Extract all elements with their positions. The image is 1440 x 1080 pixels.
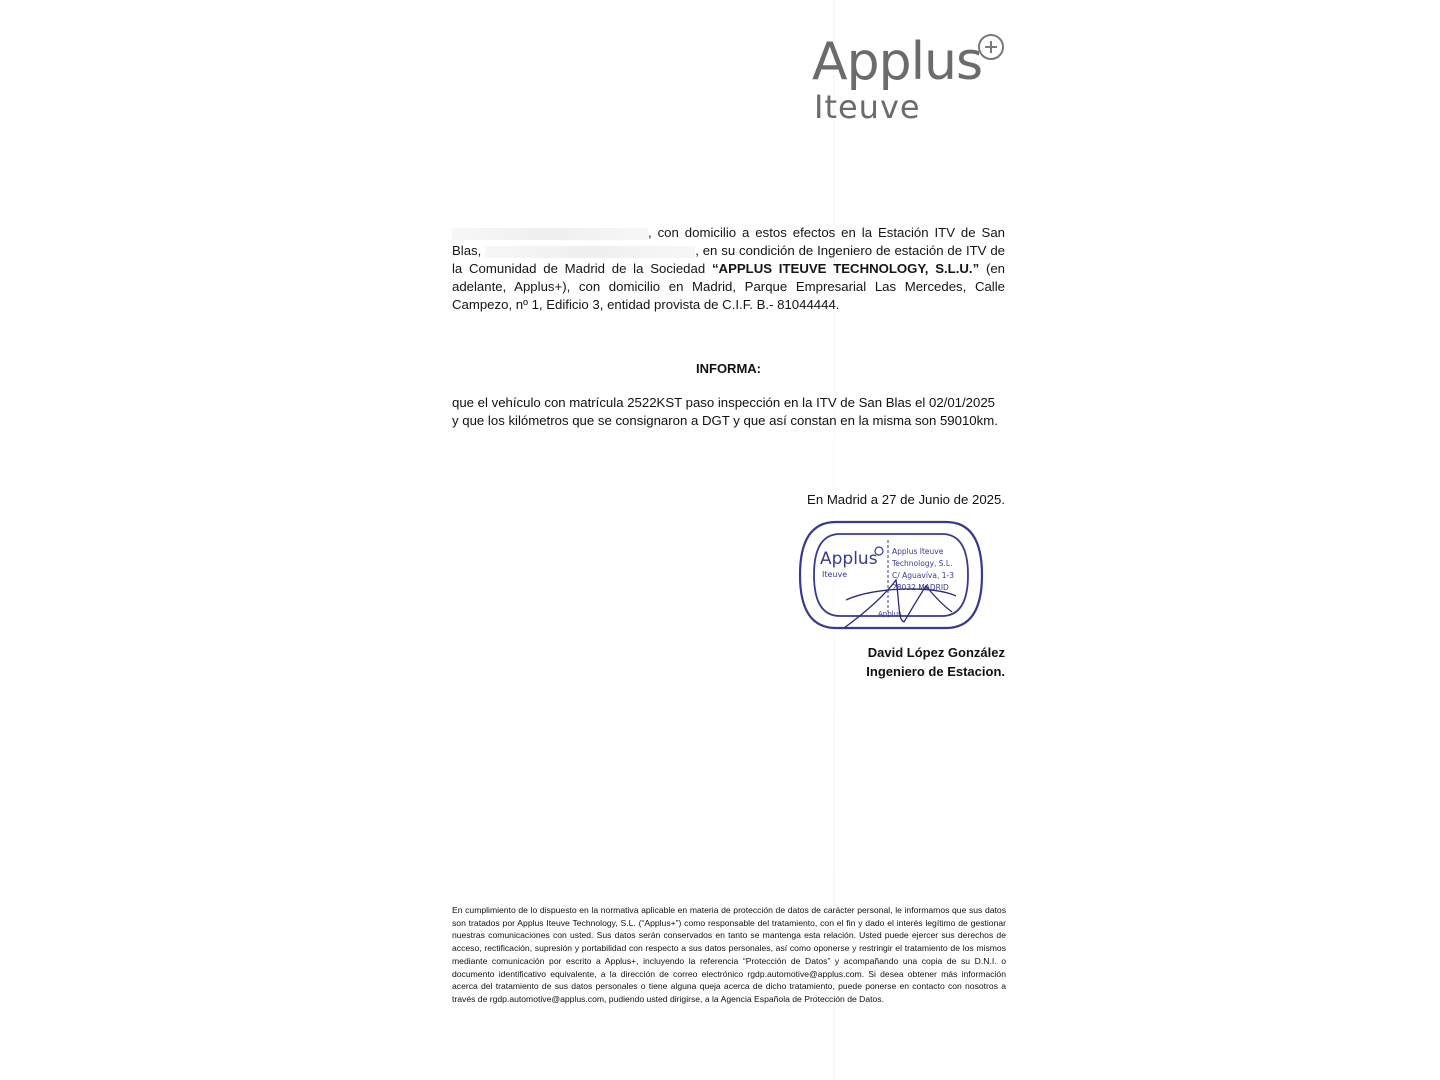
data-protection-notice: En cumplimiento de lo dispuesto en la normativa aplicable en materia de protección de datos de carácter personal, le informamos que sus datos son tratados por Applus Iteuve Technology, S.L. (“Applus+”) como responsable del tratamiento, con el fin y dado el interés legítimo de gestionar nuestras comunicaciones con usted. Sus datos serán conservados en tanto se mantenga esta relación. Usted puede ejercer sus derechos de acceso, rectificación, supresión y portabilidad con respecto a sus datos personales, así como oponerse y restringir el tratamiento de los mismos mediante comunicación por escrito a Applus+, incluyendo la referencia “Protección de Datos” y acompañando una copia de su D.N.I. o documento identificativo equivalente, a la dirección de correo electrónico rgdp.automotive@applus.com. Si desea obtener más información acerca del tratamiento de sus datos personales o tiene alguna queja acerca de dicho tratamiento, puede ponerse en contacto con nosotros a través de rgdp.automotive@applus.com, pudiendo usted dirigirse, a la Agencia Española de Protección de Datos. <box>452 905 1006 1004</box>
logo-sub-text: Iteuve <box>814 88 921 126</box>
company-stamp <box>796 516 986 634</box>
stamp-line3: C/ Aguavíva, 1-3 <box>892 571 954 580</box>
stamp-line4: 28032 MADRID <box>892 583 949 592</box>
inspection-statement: que el vehículo con matrícula 2522KST paso inspección en la ITV de San Blas el 02/01/2025 y que los kilómetros que se consignaron a DGT y que así constan en la misma son 59010km. <box>452 395 998 428</box>
logo-brand-text: Applus <box>812 32 983 92</box>
stamp-brand: Applus <box>820 549 878 569</box>
company-name: “APPLUS ITEUVE TECHNOLOGY, S.L.U.” <box>711 261 980 276</box>
signer-name: David López González <box>867 645 1005 660</box>
redacted-name <box>452 228 648 240</box>
intro-line2: , en su condición de Ingeniero de estación de ITV de la Comunidad de Madrid de la Sociedad <box>452 243 1005 276</box>
redacted-id <box>485 246 695 258</box>
applus-iteuve-logo <box>812 32 1012 127</box>
signer-block <box>452 643 1005 681</box>
date-line: En Madrid a 27 de Junio de 2025. <box>807 492 1005 507</box>
stamp-bottom: Applus <box>878 610 902 618</box>
signer-title: Ingeniero de Estacion. <box>866 664 1005 679</box>
informa-heading: INFORMA: <box>696 361 761 376</box>
intro-paragraph <box>452 224 1005 314</box>
stamp-sub: Iteuve <box>822 570 848 579</box>
intro-rest: (en adelante, Applus+), con domicilio en Madrid, Parque Empresarial Las Mercedes, Calle Campezo, nº 1, Edificio 3, entidad provista de C.I.F. B.- 81044444. <box>452 261 1005 312</box>
intro-line1: , con domicilio a estos efectos en la Estación ITV de San Blas, <box>452 225 1005 258</box>
logo-plus-icon <box>978 34 1004 60</box>
stamp-line1: Applus Iteuve <box>892 547 944 556</box>
stamp-line2: Technology, S.L. <box>892 559 953 568</box>
